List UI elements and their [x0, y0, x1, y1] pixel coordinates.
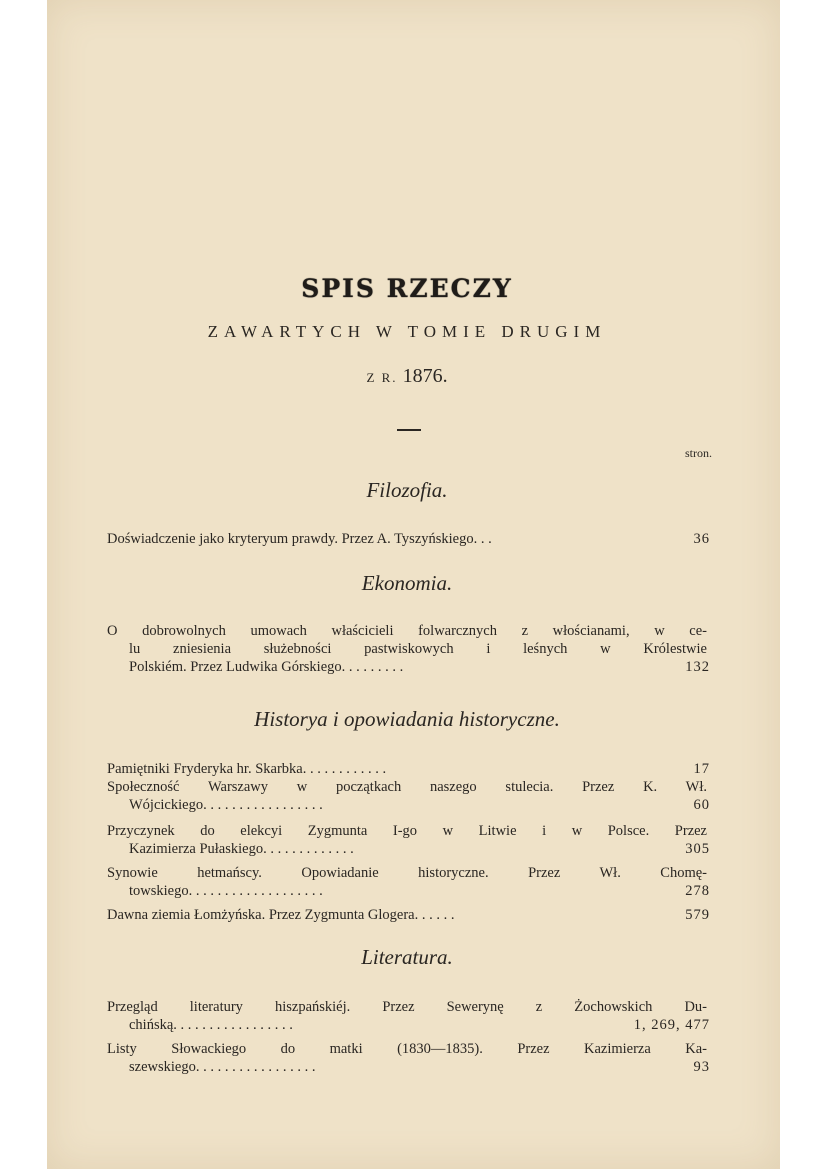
entry-line: chińską. . . . . . . . . . . . . . . . . — [129, 1017, 293, 1033]
year-value: 1876. — [402, 365, 448, 387]
toc-entry — [107, 622, 710, 676]
entry-line: towskiego. . . . . . . . . . . . . . . . . . . — [129, 883, 323, 899]
entry-line: Pamiętniki Fryderyka hr. Skarbka. . . . . . . . . . . . — [107, 761, 387, 777]
entry-line: Wójcickiego. . . . . . . . . . . . . . . . . — [129, 797, 323, 813]
volume-year — [107, 365, 707, 388]
section-heading-literatura: Literatura. — [361, 945, 453, 969]
page-number: 17 — [693, 761, 710, 777]
section-heading-historya: Historya i opowiadania historyczne. — [254, 707, 560, 731]
section-heading-filozofia: Filozofia. — [366, 478, 448, 502]
entry-line: lu zniesienia służebności pastwiskowych i leśnych w Królestwie — [129, 641, 707, 657]
entry-line: Listy Słowackiego do matki (1830—1835). Przez Kazimierza Ka- — [107, 1041, 707, 1057]
page-title: SPIS RZECZY — [301, 274, 513, 303]
page-number: 60 — [693, 797, 710, 813]
page-number: 36 — [693, 531, 710, 547]
toc-entry — [107, 864, 710, 900]
toc-entry — [107, 530, 710, 548]
document-page — [47, 0, 780, 1169]
entry-line: Synowie hetmańscy. Opowiadanie historyczne. Przez Wł. Chomę- — [107, 865, 707, 881]
toc-entry — [107, 822, 710, 858]
page-number: 305 — [685, 841, 710, 857]
entry-line: Doświadczenie jako kryteryum prawdy. Przez A. Tyszyńskiego. . . — [107, 531, 492, 547]
toc-entry — [107, 1040, 710, 1076]
toc-entry — [107, 760, 710, 778]
page-number: 132 — [685, 659, 710, 675]
toc-entry — [107, 998, 710, 1034]
page-number: 278 — [685, 883, 710, 899]
page-column-label: stron. — [685, 446, 712, 460]
entry-line: Dawna ziemia Łomżyńska. Przez Zygmunta Glogera. . . . . . — [107, 907, 455, 923]
entry-line: Polskiém. Przez Ludwika Górskiego. . . . . . . . . — [129, 659, 404, 675]
page-number: 93 — [693, 1059, 710, 1075]
entry-line: Przyczynek do elekcyi Zygmunta I-go w Litwie i w Polsce. Przez — [107, 823, 707, 839]
entry-line: Społeczność Warszawy w początkach naszego stulecia. Przez K. Wł. — [107, 779, 707, 795]
toc-entry — [107, 906, 710, 924]
page-subtitle: ZAWARTYCH W TOMIE DRUGIM — [207, 322, 607, 341]
entry-line: O dobrowolnych umowach właścicieli folwarcznych z włościanami, w ce- — [107, 623, 707, 639]
divider — [397, 429, 421, 431]
entry-line: Przegląd literatury hiszpańskiéj. Przez Sewerynę z Żochowskich Du- — [107, 999, 707, 1015]
section-heading-ekonomia: Ekonomia. — [361, 571, 453, 595]
entry-line: szewskiego. . . . . . . . . . . . . . . . . — [129, 1059, 316, 1075]
year-prefix: Z R. — [366, 370, 398, 385]
page-number: 579 — [685, 907, 710, 923]
entry-line: Kazimierza Pułaskiego. . . . . . . . . . . . . — [129, 841, 354, 857]
page-number: 1, 269, 477 — [633, 1017, 710, 1033]
toc-entry — [107, 778, 710, 814]
